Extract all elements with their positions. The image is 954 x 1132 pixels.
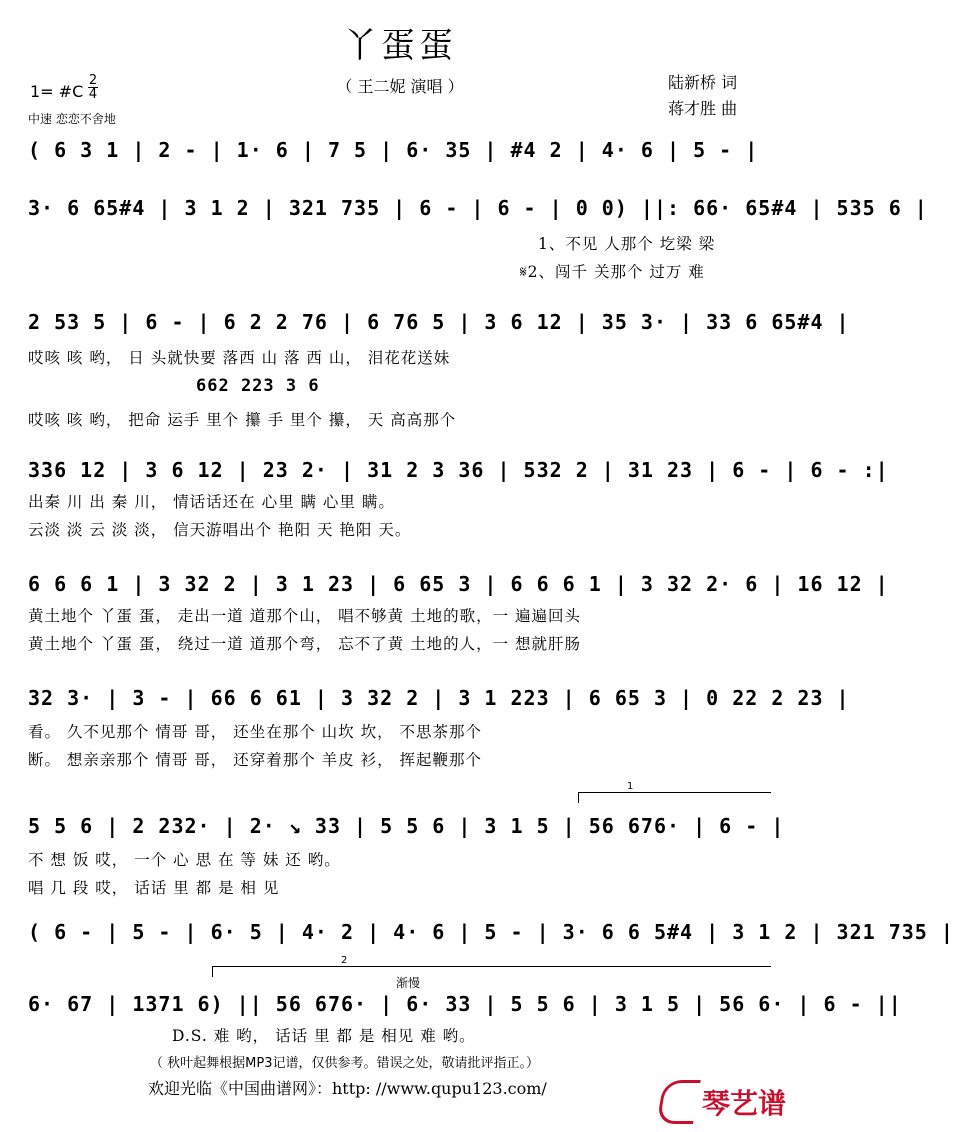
volta-bracket-2	[212, 955, 771, 977]
lyric-row-7-2: 唱 几 段 哎， 话话 里 都 是 相 见	[28, 879, 280, 897]
score-row-3: 2 53 5 | 6 - | 6 2 2 76 | 6 76 5 | 3 6 12 | 35 3· | 33 6 65#4 |	[28, 310, 850, 334]
ritardando-mark: 渐慢	[396, 976, 421, 990]
logo-text: 琴艺谱	[702, 1087, 787, 1120]
lyric-row-5-2: 黄土地个 丫蛋 蛋， 绕过一道 道那个弯， 忘不了黄 土地的人，一 想就肝肠	[28, 635, 581, 653]
score-row-4: 336 12 | 3 6 12 | 23 2· | 31 2 3 36 | 532 2 | 31 23 | 6 - | 6 - :|	[28, 458, 889, 482]
score-row-1: ( 6 3 1 | 2 - | 1· 6 | 7 5 | 6· 35 | #4 2 | 4· 6 | 5 - |	[28, 138, 759, 162]
score-row-5: 6 6 6 1 | 3 32 2 | 3 1 23 | 6 65 3 | 6 6 6 1 | 3 32 2· 6 | 16 12 |	[28, 572, 889, 596]
lyric-row-3-1: 哎咳 咳 哟， 日 头就快要 落西 山 落 西 山， 泪花花送妹	[28, 349, 451, 367]
time-signature	[88, 74, 98, 101]
score-row-7: 5 5 6 | 2 232· | 2· ↘ 33 | 5 5 6 | 3 1 5 | 56 676· | 6 - |	[28, 814, 785, 838]
composer: 蒋才胜 曲	[668, 99, 738, 118]
score-row-2: 3· 6 65#4 | 3 1 2 | 321 735 | 6 - | 6 - | 0 0) ||: 66· 65#4 | 535 6 |	[28, 196, 928, 220]
lyric-row-5-1: 黄土地个 丫蛋 蛋， 走出一道 道那个山， 唱不够黄 土地的歌，一 遍遍回头	[28, 607, 581, 625]
transcription-note: （ 秋叶起舞根据MP3记谱，仅供参考。错误之处，敬请批评指正。）	[150, 1056, 539, 1071]
lyric-row-2-2: 𝄋2、闯千 关那个 过万 难	[520, 263, 705, 281]
tempo-marking: 中速 恋恋不舍地	[28, 112, 116, 126]
performer: （ 王二妮 演唱 ）	[336, 77, 464, 96]
score-row-6: 32 3· | 3 - | 66 6 61 | 3 32 2 | 3 1 223 | 6 65 3 | 0 22 2 23 |	[28, 686, 850, 710]
score-row-3-alt: 662 223 3 6	[196, 376, 320, 396]
time-sig-bottom: 4	[88, 87, 98, 102]
site-credit: 欢迎光临《中国曲谱网》：http: //www.qupu123.com/	[148, 1079, 547, 1098]
lyric-row-6-1: 看。 久不见那个 情哥 哥， 还坐在那个 山坎 坎， 不思茶那个	[28, 723, 482, 741]
lyric-row-9-1: D.S. 难 哟， 话话 里 都 是 相见 难 哟。	[172, 1027, 476, 1045]
volta-bracket-1	[578, 781, 771, 803]
lyric-row-4-2: 云淡 淡 云 淡 淡， 信天游唱出个 艳阳 天 艳阳 天。	[28, 521, 412, 539]
lyric-row-6-2: 断。 想亲亲那个 情哥 哥， 还穿着那个 羊皮 衫， 挥起鞭那个	[28, 751, 482, 769]
lyricist: 陆新桥 词	[668, 73, 738, 92]
volta-1-label: 1	[627, 781, 634, 792]
score-row-8: ( 6 - | 5 - | 6· 5 | 4· 2 | 4· 6 | 5 - | 3· 6 6 5#4 | 3 1 2 | 321 735 |	[28, 920, 954, 944]
lyric-row-2-1: 1、不见 人那个 圪梁 梁	[538, 235, 716, 253]
score-row-9: 6· 67 | 1371 6) || 56 676· | 6· 33 | 5 5 6 | 3 1 5 | 56 6· | 6 - ||	[28, 992, 902, 1016]
lyric-row-3-2: 哎咳 咳 哟， 把命 运手 里个 攥 手 里个 攥， 天 高高那个	[28, 411, 457, 429]
time-sig-top: 2	[88, 73, 98, 88]
lyric-row-7-1: 不 想 饭 哎， 一个 心 思 在 等 妹 还 哟。	[28, 851, 341, 869]
page-title: 丫蛋蛋	[343, 26, 457, 66]
volta-2-label: 2	[341, 955, 348, 966]
logo-mark-icon	[656, 1080, 701, 1124]
key-signature: 1= #C	[30, 82, 84, 101]
brand-logo	[660, 1078, 790, 1122]
lyric-row-4-1: 出秦 川 出 秦 川， 情话话还在 心里 瞒 心里 瞒。	[28, 493, 395, 511]
